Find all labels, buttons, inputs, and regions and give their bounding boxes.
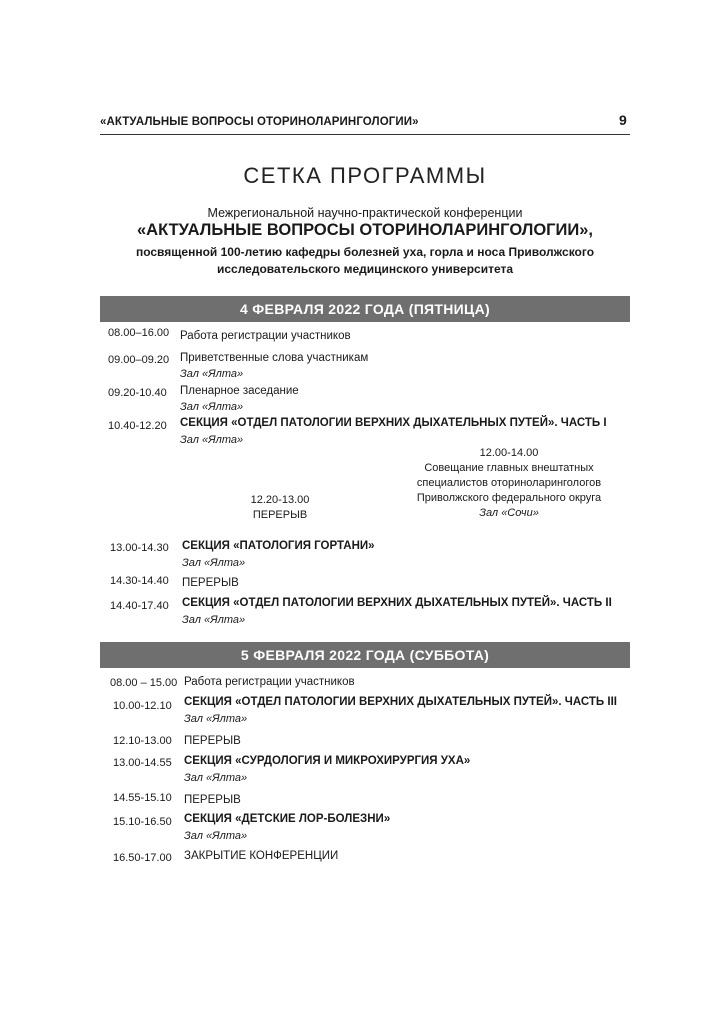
- meeting-hall: Зал «Сочи»: [479, 507, 539, 519]
- schedule-hall: Зал «Ялта»: [184, 830, 248, 842]
- break-block: [210, 493, 350, 523]
- schedule-time: 14.30-14.40: [110, 575, 169, 587]
- break-time: 12.20-13.00: [250, 494, 310, 506]
- schedule-hall: Зал «Ялта»: [182, 614, 246, 626]
- schedule-event: СЕКЦИЯ «ПАТОЛОГИЯ ГОРТАНИ»: [182, 540, 375, 552]
- schedule-event: СЕКЦИЯ «ОТДЕЛ ПАТОЛОГИИ ВЕРХНИХ ДЫХАТЕЛЬНЫХ ПУТЕЙ». ЧАСТЬ III: [184, 696, 617, 708]
- conference-subtitle: Межрегиональной научно-практической конференции: [207, 206, 523, 220]
- schedule-event: ПЕРЕРЫВ: [182, 577, 239, 589]
- schedule-event: Работа регистрации участников: [180, 330, 351, 342]
- meeting-line-2: специалистов оториноларингологов: [416, 477, 602, 489]
- schedule-time: 12.10-13.00: [113, 735, 172, 747]
- schedule-event: ПЕРЕРЫВ: [184, 735, 241, 747]
- header-divider: [100, 134, 630, 135]
- break-label: ПЕРЕРЫВ: [252, 509, 308, 521]
- day1-heading: 4 ФЕВРАЛЯ 2022 ГОДА (ПЯТНИЦА): [100, 296, 630, 322]
- schedule-event: ПЕРЕРЫВ: [184, 794, 241, 806]
- conference-dedication: [100, 244, 630, 278]
- schedule-event: ЗАКРЫТИЕ КОНФЕРЕНЦИИ: [184, 850, 339, 862]
- schedule-hall: Зал «Ялта»: [184, 713, 248, 725]
- dedication-line-1: посвященной 100-летию кафедры болезней уха, горла и носа Приволжского: [135, 245, 595, 259]
- schedule-hall: Зал «Ялта»: [180, 401, 244, 413]
- dedication-line-2: исследовательского медицинского университета: [216, 262, 514, 276]
- schedule-time: 09.00–09.20: [108, 354, 170, 366]
- schedule-event: Работа регистрации участников: [184, 676, 355, 688]
- schedule-event: СЕКЦИЯ «ДЕТСКИЕ ЛОР-БОЛЕЗНИ»: [184, 813, 391, 825]
- schedule-event: Приветственные слова участникам: [180, 352, 369, 364]
- schedule-time: 09.20-10.40: [108, 387, 167, 399]
- conference-name: «АКТУАЛЬНЫЕ ВОПРОСЫ ОТОРИНОЛАРИНГОЛОГИИ»,: [137, 221, 593, 239]
- meeting-time: 12.00-14.00: [479, 447, 539, 459]
- meeting-block: [395, 446, 623, 521]
- schedule-time: 14.40-17.40: [110, 600, 169, 612]
- schedule-time: 15.10-16.50: [113, 816, 172, 828]
- running-header-title: «АКТУАЛЬНЫЕ ВОПРОСЫ ОТОРИНОЛАРИНГОЛОГИИ»: [100, 116, 419, 128]
- page-title: СЕТКА ПРОГРАММЫ: [243, 163, 487, 188]
- day2-heading: 5 ФЕВРАЛЯ 2022 ГОДА (СУББОТА): [100, 642, 630, 668]
- schedule-event: СЕКЦИЯ «ОТДЕЛ ПАТОЛОГИИ ВЕРХНИХ ДЫХАТЕЛЬНЫХ ПУТЕЙ». ЧАСТЬ I: [180, 417, 607, 429]
- schedule-time: 13.00-14.55: [113, 757, 172, 769]
- schedule-hall: Зал «Ялта»: [182, 557, 246, 569]
- schedule-event: СЕКЦИЯ «ОТДЕЛ ПАТОЛОГИИ ВЕРХНИХ ДЫХАТЕЛЬНЫХ ПУТЕЙ». ЧАСТЬ II: [182, 597, 612, 609]
- schedule-time: 10.40-12.20: [108, 420, 167, 432]
- schedule-event: СЕКЦИЯ «СУРДОЛОГИЯ И МИКРОХИРУРГИЯ УХА»: [184, 755, 471, 767]
- schedule-hall: Зал «Ялта»: [184, 772, 248, 784]
- schedule-time: 13.00-14.30: [110, 542, 169, 554]
- schedule-time: 08.00 – 15.00: [110, 677, 178, 689]
- page-number: 9: [619, 112, 627, 128]
- schedule-time: 10.00-12.10: [113, 700, 172, 712]
- schedule-time: 16.50-17.00: [113, 852, 172, 864]
- meeting-line-3: Приволжского федерального округа: [416, 492, 602, 504]
- schedule-event: Пленарное заседание: [180, 385, 299, 397]
- schedule-time: 14.55-15.10: [113, 792, 172, 804]
- meeting-line-1: Совещание главных внештатных: [424, 462, 594, 474]
- schedule-hall: Зал «Ялта»: [180, 434, 244, 446]
- schedule-time: 08.00–16.00: [108, 327, 170, 339]
- schedule-hall: Зал «Ялта»: [180, 368, 244, 380]
